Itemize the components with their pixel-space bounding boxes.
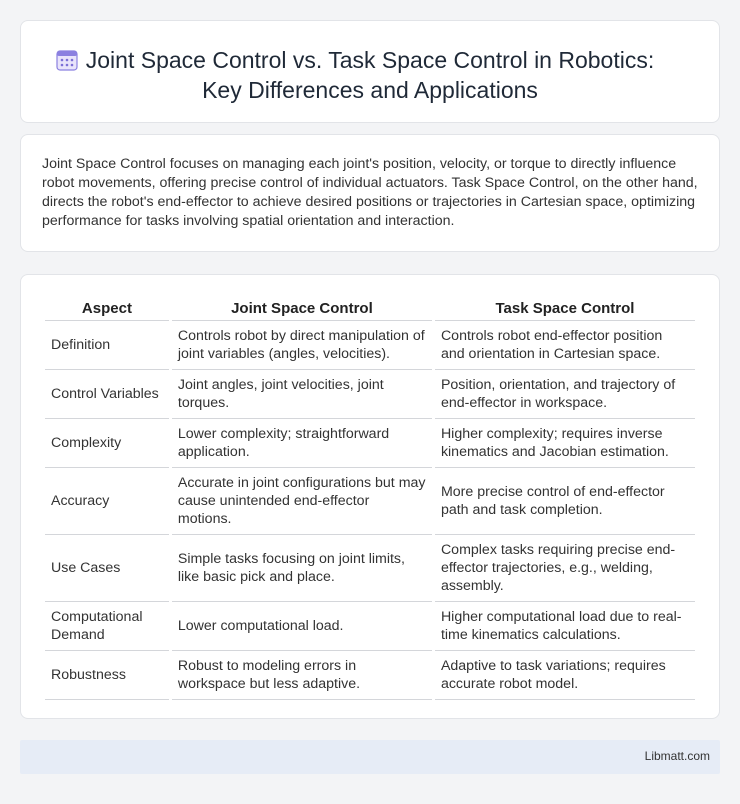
intro-card <box>20 134 720 252</box>
row-task-space: Adaptive to task variations; requires accurate robot model. <box>435 651 695 700</box>
table-row <box>45 321 695 370</box>
row-aspect: Control Variables <box>45 370 169 419</box>
row-aspect: Use Cases <box>45 535 169 602</box>
footer-bar <box>20 740 720 774</box>
row-aspect: Computational Demand <box>45 602 169 651</box>
row-task-space: Position, orientation, and trajectory of end-effector in workspace. <box>435 370 695 419</box>
table-row <box>45 651 695 700</box>
row-aspect: Accuracy <box>45 468 169 535</box>
row-task-space: More precise control of end-effector path and task completion. <box>435 468 695 535</box>
row-joint-space: Robust to modeling errors in workspace but less adaptive. <box>172 651 432 700</box>
comparison-card <box>20 274 720 719</box>
table-row <box>45 419 695 468</box>
row-task-space: Complex tasks requiring precise end-effector trajectories, e.g., welding, assembly. <box>435 535 695 602</box>
page-title <box>21 45 719 105</box>
row-task-space: Higher complexity; requires inverse kinematics and Jacobian estimation. <box>435 419 695 468</box>
page-title-line-2: Key Differences and Applications <box>202 77 538 103</box>
row-joint-space: Lower complexity; straightforward application. <box>172 419 432 468</box>
row-task-space: Higher computational load due to real-time kinematics calculations. <box>435 602 695 651</box>
row-aspect: Definition <box>45 321 169 370</box>
header-joint-space: Joint Space Control <box>172 297 432 321</box>
page-title-line-1: Joint Space Control vs. Task Space Control in Robotics: <box>85 47 655 73</box>
row-joint-space: Accurate in joint configurations but may cause unintended end-effector motions. <box>172 468 432 535</box>
table-row <box>45 602 695 651</box>
row-task-space: Controls robot end-effector position and orientation in Cartesian space. <box>435 321 695 370</box>
row-joint-space: Controls robot by direct manipulation of joint variables (angles, velocities). <box>172 321 432 370</box>
comparison-table <box>42 297 698 700</box>
row-joint-space: Simple tasks focusing on joint limits, like basic pick and place. <box>172 535 432 602</box>
footer-site-link[interactable]: Libmatt.com <box>644 749 710 763</box>
row-aspect: Robustness <box>45 651 169 700</box>
table-row <box>45 468 695 535</box>
row-joint-space: Lower computational load. <box>172 602 432 651</box>
header-task-space: Task Space Control <box>435 297 695 321</box>
table-row <box>45 370 695 419</box>
row-aspect: Complexity <box>45 419 169 468</box>
intro-paragraph: Joint Space Control focuses on managing each joint's position, velocity, or torque to directly influence robot movements, offering precise control of individual actuators. Task Space Control, on the other hand, directs the robot's end-effector to achieve desired positions or trajectories in Cartesian space, optimizing performance for tasks involving spatial orientation and interaction. <box>42 156 698 229</box>
header-aspect: Aspect <box>45 297 169 321</box>
table-row <box>45 535 695 602</box>
table-header-row <box>45 297 695 321</box>
row-joint-space: Joint angles, joint velocities, joint torques. <box>172 370 432 419</box>
title-card <box>20 20 720 123</box>
